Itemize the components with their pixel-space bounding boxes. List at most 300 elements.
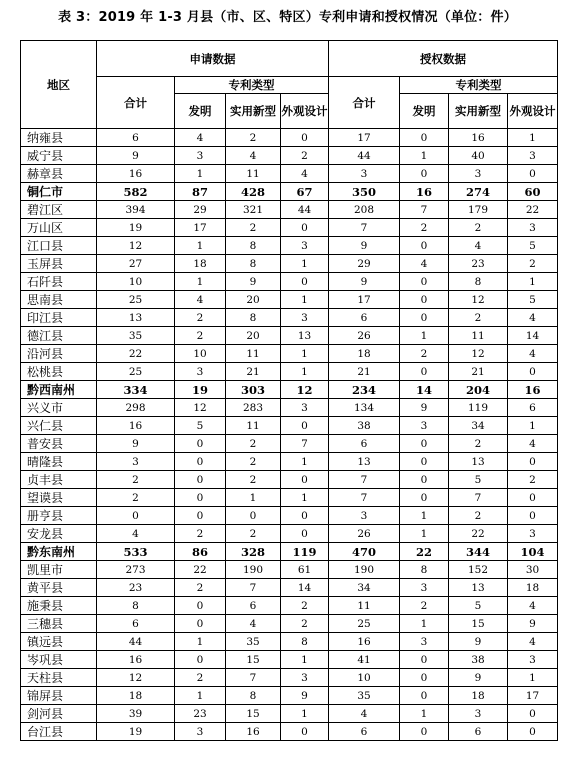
grant-utility-cell: 13: [449, 453, 508, 471]
grant-utility-cell: 13: [449, 579, 508, 597]
application-utility-cell: 16: [226, 723, 281, 741]
grant-total-cell: 18: [329, 345, 400, 363]
grant-design-cell: 1: [508, 129, 558, 147]
grant-type-header: 专利类型: [400, 77, 558, 94]
application-utility-cell: 20: [226, 327, 281, 345]
region-name: 锦屏县: [21, 687, 97, 705]
application-design-header: 外观设计: [281, 94, 329, 129]
application-design-cell: 3: [281, 399, 329, 417]
table-row: [21, 597, 558, 615]
application-invention-cell: 0: [175, 471, 226, 489]
grant-utility-cell: 3: [449, 165, 508, 183]
grant-total-cell: 17: [329, 291, 400, 309]
table-title: 表 3：2019 年 1-3 月县（市、区、特区）专利申请和授权情况（单位：件）: [58, 10, 517, 25]
table-row: [21, 489, 558, 507]
table-row: [21, 237, 558, 255]
region-name: 碧江区: [21, 201, 97, 219]
grant-total-cell: 35: [329, 687, 400, 705]
application-utility-cell: 6: [226, 597, 281, 615]
application-utility-cell: 11: [226, 345, 281, 363]
grant-invention-cell: 0: [400, 291, 449, 309]
application-total-cell: 25: [97, 363, 175, 381]
grant-utility-cell: 21: [449, 363, 508, 381]
table-row: [21, 471, 558, 489]
grant-invention-cell: 22: [400, 543, 449, 561]
application-utility-cell: 2: [226, 219, 281, 237]
application-design-cell: 3: [281, 237, 329, 255]
application-design-cell: 0: [281, 525, 329, 543]
application-design-cell: 1: [281, 363, 329, 381]
application-design-cell: 1: [281, 291, 329, 309]
region-name: 岑巩县: [21, 651, 97, 669]
grant-design-cell: 2: [508, 255, 558, 273]
grant-total-cell: 9: [329, 237, 400, 255]
table-row: [21, 165, 558, 183]
grant-invention-cell: 0: [400, 165, 449, 183]
table-row: [21, 417, 558, 435]
application-invention-cell: 0: [175, 615, 226, 633]
grant-design-cell: 18: [508, 579, 558, 597]
grant-total-cell: 9: [329, 273, 400, 291]
application-invention-cell: 0: [175, 597, 226, 615]
grant-design-cell: 22: [508, 201, 558, 219]
grant-design-cell: 0: [508, 453, 558, 471]
table-row: [21, 507, 558, 525]
region-name: 思南县: [21, 291, 97, 309]
table-row: [21, 525, 558, 543]
grant-utility-cell: 3: [449, 705, 508, 723]
application-utility-cell: 15: [226, 651, 281, 669]
grant-utility-cell: 8: [449, 273, 508, 291]
application-total-cell: 39: [97, 705, 175, 723]
grant-invention-cell: 8: [400, 561, 449, 579]
application-design-cell: 8: [281, 633, 329, 651]
application-design-cell: 44: [281, 201, 329, 219]
grant-design-cell: 0: [508, 705, 558, 723]
grant-invention-header: 发明: [400, 94, 449, 129]
subtotal-row: [21, 183, 558, 201]
table-row: [21, 723, 558, 741]
application-total-cell: 12: [97, 669, 175, 687]
application-design-cell: 61: [281, 561, 329, 579]
application-design-cell: 1: [281, 255, 329, 273]
application-invention-cell: 17: [175, 219, 226, 237]
grant-design-cell: 30: [508, 561, 558, 579]
table-header: [21, 41, 558, 129]
grant-design-cell: 4: [508, 309, 558, 327]
grant-invention-cell: 0: [400, 273, 449, 291]
table-row: [21, 345, 558, 363]
application-total-cell: 273: [97, 561, 175, 579]
grant-total-cell: 17: [329, 129, 400, 147]
application-total-cell: 8: [97, 597, 175, 615]
table-row: [21, 147, 558, 165]
grant-utility-cell: 2: [449, 309, 508, 327]
table-row: [21, 129, 558, 147]
application-utility-cell: 8: [226, 237, 281, 255]
grant-design-cell: 60: [508, 183, 558, 201]
application-utility-cell: 303: [226, 381, 281, 399]
application-total-cell: 2: [97, 471, 175, 489]
application-invention-cell: 29: [175, 201, 226, 219]
grant-utility-cell: 16: [449, 129, 508, 147]
grant-invention-cell: 1: [400, 147, 449, 165]
grant-total-cell: 38: [329, 417, 400, 435]
application-invention-cell: 86: [175, 543, 226, 561]
grant-group-header: 授权数据: [329, 41, 558, 77]
table-row: [21, 309, 558, 327]
table-row: [21, 201, 558, 219]
table-row: [21, 435, 558, 453]
application-design-cell: 7: [281, 435, 329, 453]
application-invention-cell: 12: [175, 399, 226, 417]
region-name: 铜仁市: [21, 183, 97, 201]
table-row: [21, 399, 558, 417]
application-utility-cell: 190: [226, 561, 281, 579]
region-name: 三穗县: [21, 615, 97, 633]
grant-design-cell: 0: [508, 363, 558, 381]
region-name: 普安县: [21, 435, 97, 453]
grant-utility-cell: 12: [449, 345, 508, 363]
grant-total-cell: 4: [329, 705, 400, 723]
grant-invention-cell: 0: [400, 453, 449, 471]
application-invention-cell: 23: [175, 705, 226, 723]
grant-total-cell: 41: [329, 651, 400, 669]
application-total-cell: 18: [97, 687, 175, 705]
application-design-cell: 2: [281, 597, 329, 615]
application-utility-cell: 8: [226, 309, 281, 327]
application-group-header: 申请数据: [97, 41, 329, 77]
application-design-cell: 3: [281, 309, 329, 327]
application-design-cell: 119: [281, 543, 329, 561]
grant-total-cell: 10: [329, 669, 400, 687]
region-name: 安龙县: [21, 525, 97, 543]
grant-design-cell: 16: [508, 381, 558, 399]
region-name: 黄平县: [21, 579, 97, 597]
application-design-cell: 9: [281, 687, 329, 705]
grant-design-cell: 0: [508, 165, 558, 183]
grant-design-cell: 4: [508, 345, 558, 363]
grant-utility-cell: 34: [449, 417, 508, 435]
grant-total-cell: 350: [329, 183, 400, 201]
grant-invention-cell: 16: [400, 183, 449, 201]
region-name: 剑河县: [21, 705, 97, 723]
grant-invention-cell: 0: [400, 687, 449, 705]
application-invention-cell: 2: [175, 327, 226, 345]
application-utility-cell: 428: [226, 183, 281, 201]
table-row: [21, 615, 558, 633]
table-row: [21, 219, 558, 237]
grant-total-cell: 7: [329, 471, 400, 489]
grant-utility-cell: 22: [449, 525, 508, 543]
grant-design-cell: 4: [508, 435, 558, 453]
grant-invention-cell: 0: [400, 129, 449, 147]
application-total-cell: 44: [97, 633, 175, 651]
region-name: 印江县: [21, 309, 97, 327]
application-total-cell: 13: [97, 309, 175, 327]
grant-total-cell: 190: [329, 561, 400, 579]
application-design-cell: 0: [281, 417, 329, 435]
region-name: 玉屏县: [21, 255, 97, 273]
application-total-cell: 16: [97, 417, 175, 435]
grant-utility-cell: 2: [449, 435, 508, 453]
application-utility-cell: 15: [226, 705, 281, 723]
grant-utility-cell: 38: [449, 651, 508, 669]
application-utility-cell: 4: [226, 147, 281, 165]
application-total-cell: 25: [97, 291, 175, 309]
grant-design-cell: 3: [508, 525, 558, 543]
grant-invention-cell: 0: [400, 669, 449, 687]
grant-utility-cell: 7: [449, 489, 508, 507]
region-name: 镇远县: [21, 633, 97, 651]
application-invention-cell: 0: [175, 489, 226, 507]
region-name: 兴仁县: [21, 417, 97, 435]
application-utility-cell: 2: [226, 129, 281, 147]
grant-utility-cell: 2: [449, 507, 508, 525]
grant-utility-cell: 2: [449, 219, 508, 237]
grant-total-cell: 16: [329, 633, 400, 651]
application-invention-cell: 18: [175, 255, 226, 273]
grant-utility-cell: 9: [449, 669, 508, 687]
application-design-cell: 2: [281, 147, 329, 165]
grant-design-cell: 6: [508, 399, 558, 417]
grant-invention-cell: 0: [400, 363, 449, 381]
grant-utility-cell: 40: [449, 147, 508, 165]
application-total-header: 合计: [97, 77, 175, 129]
grant-total-cell: 26: [329, 525, 400, 543]
region-name: 石阡县: [21, 273, 97, 291]
application-invention-cell: 2: [175, 579, 226, 597]
grant-utility-cell: 15: [449, 615, 508, 633]
application-invention-cell: 4: [175, 129, 226, 147]
application-total-cell: 9: [97, 147, 175, 165]
application-design-cell: 13: [281, 327, 329, 345]
grant-invention-cell: 0: [400, 489, 449, 507]
region-name: 赫章县: [21, 165, 97, 183]
region-name: 凯里市: [21, 561, 97, 579]
application-utility-cell: 283: [226, 399, 281, 417]
application-invention-cell: 19: [175, 381, 226, 399]
application-design-cell: 1: [281, 453, 329, 471]
application-design-cell: 0: [281, 723, 329, 741]
application-design-cell: 67: [281, 183, 329, 201]
application-design-cell: 0: [281, 507, 329, 525]
region-name: 黔东南州: [21, 543, 97, 561]
table-row: [21, 327, 558, 345]
application-total-cell: 6: [97, 615, 175, 633]
grant-design-header: 外观设计: [508, 94, 558, 129]
grant-invention-cell: 3: [400, 579, 449, 597]
grant-design-cell: 3: [508, 147, 558, 165]
application-invention-cell: 87: [175, 183, 226, 201]
application-design-cell: 1: [281, 345, 329, 363]
application-total-cell: 9: [97, 435, 175, 453]
table-row: [21, 363, 558, 381]
region-header: 地区: [21, 41, 97, 129]
grant-invention-cell: 4: [400, 255, 449, 273]
grant-design-cell: 2: [508, 471, 558, 489]
region-name: 德江县: [21, 327, 97, 345]
application-total-cell: 16: [97, 651, 175, 669]
application-design-cell: 4: [281, 165, 329, 183]
grant-design-cell: 5: [508, 291, 558, 309]
region-name: 万山区: [21, 219, 97, 237]
application-invention-cell: 1: [175, 165, 226, 183]
application-invention-cell: 3: [175, 363, 226, 381]
region-name: 兴义市: [21, 399, 97, 417]
table-body: [21, 129, 558, 741]
table-row: [21, 579, 558, 597]
grant-total-cell: 3: [329, 507, 400, 525]
region-name: 望谟县: [21, 489, 97, 507]
region-name: 晴隆县: [21, 453, 97, 471]
grant-design-cell: 4: [508, 633, 558, 651]
grant-utility-cell: 204: [449, 381, 508, 399]
table-row: [21, 705, 558, 723]
region-name: 册亨县: [21, 507, 97, 525]
grant-design-cell: 0: [508, 507, 558, 525]
application-design-cell: 12: [281, 381, 329, 399]
grant-invention-cell: 3: [400, 633, 449, 651]
grant-design-cell: 3: [508, 219, 558, 237]
table-row: [21, 633, 558, 651]
grant-total-cell: 134: [329, 399, 400, 417]
grant-total-cell: 7: [329, 219, 400, 237]
application-design-cell: 3: [281, 669, 329, 687]
grant-invention-cell: 3: [400, 417, 449, 435]
grant-utility-cell: 5: [449, 597, 508, 615]
application-design-cell: 1: [281, 705, 329, 723]
application-invention-cell: 0: [175, 651, 226, 669]
grant-invention-cell: 1: [400, 525, 449, 543]
application-utility-cell: 7: [226, 669, 281, 687]
grant-invention-cell: 1: [400, 507, 449, 525]
region-name: 沿河县: [21, 345, 97, 363]
table-row: [21, 687, 558, 705]
grant-design-cell: 0: [508, 489, 558, 507]
region-name: 松桃县: [21, 363, 97, 381]
grant-design-cell: 104: [508, 543, 558, 561]
region-name: 黔西南州: [21, 381, 97, 399]
application-total-cell: 2: [97, 489, 175, 507]
application-design-cell: 1: [281, 489, 329, 507]
application-utility-header: 实用新型: [226, 94, 281, 129]
application-invention-header: 发明: [175, 94, 226, 129]
grant-total-cell: 25: [329, 615, 400, 633]
application-total-cell: 12: [97, 237, 175, 255]
application-utility-cell: 4: [226, 615, 281, 633]
application-utility-cell: 0: [226, 507, 281, 525]
application-total-cell: 23: [97, 579, 175, 597]
application-total-cell: 10: [97, 273, 175, 291]
application-total-cell: 27: [97, 255, 175, 273]
application-total-cell: 6: [97, 129, 175, 147]
region-name: 天柱县: [21, 669, 97, 687]
grant-invention-cell: 0: [400, 309, 449, 327]
grant-design-cell: 9: [508, 615, 558, 633]
grant-design-cell: 17: [508, 687, 558, 705]
application-design-cell: 0: [281, 273, 329, 291]
grant-design-cell: 0: [508, 723, 558, 741]
application-utility-cell: 328: [226, 543, 281, 561]
application-invention-cell: 0: [175, 435, 226, 453]
table-row: [21, 291, 558, 309]
application-design-cell: 1: [281, 651, 329, 669]
grant-invention-cell: 0: [400, 435, 449, 453]
application-utility-cell: 2: [226, 453, 281, 471]
application-utility-cell: 321: [226, 201, 281, 219]
grant-design-cell: 14: [508, 327, 558, 345]
grant-utility-header: 实用新型: [449, 94, 508, 129]
application-design-cell: 2: [281, 615, 329, 633]
grant-invention-cell: 2: [400, 219, 449, 237]
grant-utility-cell: 5: [449, 471, 508, 489]
grant-utility-cell: 344: [449, 543, 508, 561]
application-invention-cell: 10: [175, 345, 226, 363]
application-total-cell: 3: [97, 453, 175, 471]
grant-invention-cell: 1: [400, 615, 449, 633]
grant-utility-cell: 274: [449, 183, 508, 201]
grant-total-cell: 29: [329, 255, 400, 273]
region-name: 江口县: [21, 237, 97, 255]
application-total-cell: 394: [97, 201, 175, 219]
grant-total-cell: 208: [329, 201, 400, 219]
application-utility-cell: 8: [226, 687, 281, 705]
grant-invention-cell: 0: [400, 471, 449, 489]
grant-total-cell: 21: [329, 363, 400, 381]
application-invention-cell: 2: [175, 669, 226, 687]
application-invention-cell: 2: [175, 525, 226, 543]
application-invention-cell: 3: [175, 723, 226, 741]
grant-utility-cell: 18: [449, 687, 508, 705]
subtotal-row: [21, 381, 558, 399]
application-design-cell: 14: [281, 579, 329, 597]
application-utility-cell: 7: [226, 579, 281, 597]
grant-utility-cell: 4: [449, 237, 508, 255]
application-type-header: 专利类型: [175, 77, 329, 94]
grant-utility-cell: 179: [449, 201, 508, 219]
grant-total-cell: 34: [329, 579, 400, 597]
application-utility-cell: 9: [226, 273, 281, 291]
application-total-cell: 0: [97, 507, 175, 525]
grant-total-header: 合计: [329, 77, 400, 129]
grant-invention-cell: 0: [400, 723, 449, 741]
grant-total-cell: 44: [329, 147, 400, 165]
application-invention-cell: 1: [175, 633, 226, 651]
application-utility-cell: 21: [226, 363, 281, 381]
application-utility-cell: 11: [226, 165, 281, 183]
application-total-cell: 4: [97, 525, 175, 543]
application-total-cell: 533: [97, 543, 175, 561]
application-design-cell: 0: [281, 471, 329, 489]
grant-total-cell: 6: [329, 435, 400, 453]
application-total-cell: 19: [97, 219, 175, 237]
table-row: [21, 669, 558, 687]
application-utility-cell: 2: [226, 525, 281, 543]
application-total-cell: 298: [97, 399, 175, 417]
region-name: 施秉县: [21, 597, 97, 615]
application-invention-cell: 1: [175, 273, 226, 291]
grant-utility-cell: 12: [449, 291, 508, 309]
grant-total-cell: 470: [329, 543, 400, 561]
grant-utility-cell: 11: [449, 327, 508, 345]
grant-total-cell: 6: [329, 309, 400, 327]
table-row: [21, 561, 558, 579]
grant-total-cell: 7: [329, 489, 400, 507]
grant-invention-cell: 2: [400, 597, 449, 615]
grant-invention-cell: 14: [400, 381, 449, 399]
grant-invention-cell: 1: [400, 705, 449, 723]
